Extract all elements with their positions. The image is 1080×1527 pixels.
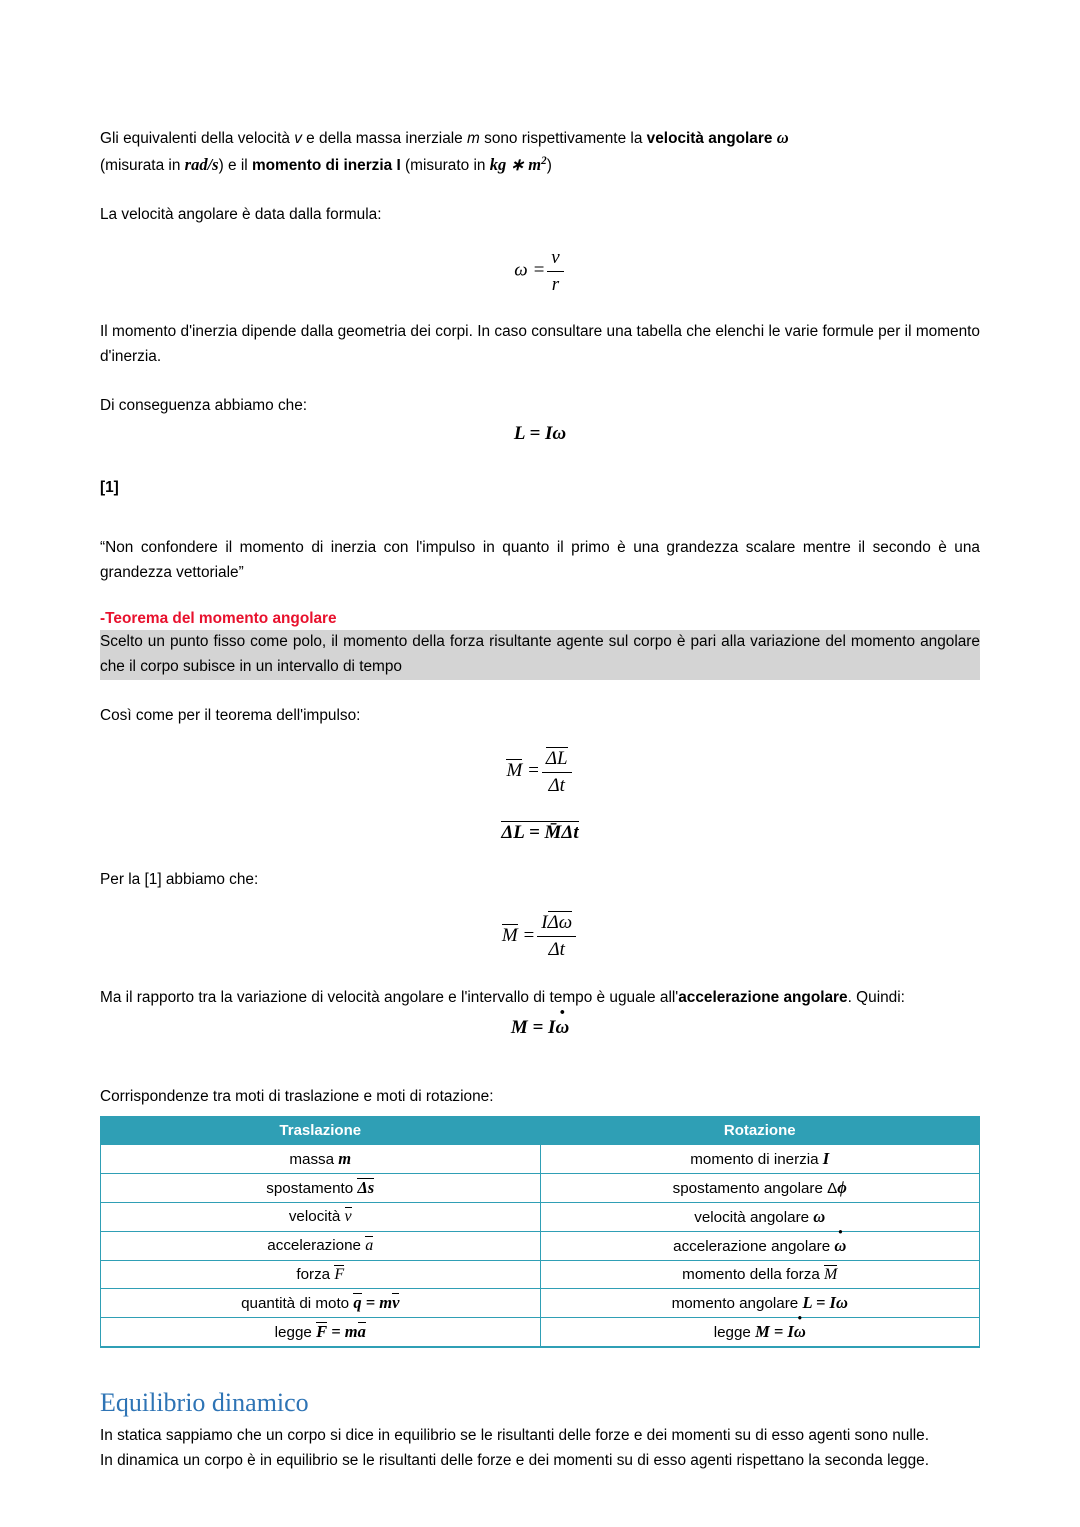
spacer <box>100 962 980 986</box>
cell-traslazione: accelerazione a <box>101 1231 541 1260</box>
paragraph-accelerazione-angolare <box>100 986 980 1011</box>
symbol-omega: ω <box>776 128 789 147</box>
variable-m: m <box>467 130 480 147</box>
denominator: Δt <box>548 938 565 960</box>
unit-kg-m2: kg ∗ m <box>489 154 542 174</box>
cell-traslazione: velocità v <box>101 1202 541 1231</box>
correspondence-table <box>100 1116 980 1348</box>
numerator: IΔω <box>537 911 576 937</box>
formula-omega <box>100 246 980 297</box>
formula-deltaL <box>100 821 980 844</box>
formula-lhs: M = <box>506 760 540 782</box>
formula-text: L = Iω <box>513 423 567 445</box>
paragraph-dinamica: In dinamica un corpo è in equilibrio se le risultanti delle forze e dei momenti su di esso agenti rispettano la seconda legge. <box>100 1451 930 1469</box>
cell-traslazione: legge F = ma <box>101 1317 541 1347</box>
formula-lhs: M = <box>501 924 536 946</box>
spacer <box>100 680 980 704</box>
paragraph-velocita-angolare: La velocità angolare è data dalla formula: <box>100 205 382 223</box>
text-run: Ma il rapporto tra la variazione di velocità angolare e l'intervallo di tempo è uguale all' <box>100 988 679 1006</box>
paragraph-statica: In statica sappiamo che un corpo si dice in equilibrio se le risultanti delle forze e dei momenti su di esso agenti sono nulle. <box>100 1426 929 1444</box>
spacer <box>100 512 980 536</box>
table-row <box>101 1317 980 1347</box>
heading-teorema-momento-angolare: -Teorema del momento angolare <box>100 609 337 627</box>
table-row <box>101 1260 980 1288</box>
equation-tag-1: [1] <box>100 478 119 496</box>
spacer <box>100 797 980 821</box>
exponent-2: 2 <box>541 154 547 167</box>
cell-rotazione: accelerazione angolare ω · <box>540 1231 980 1260</box>
spacer <box>100 893 980 911</box>
cell-rotazione: momento della forza M <box>540 1260 980 1288</box>
text-run: ) e il <box>218 156 252 174</box>
spacer <box>100 228 980 246</box>
formula-M-deltaL <box>100 747 980 798</box>
term-velocita-angolare: velocità angolare <box>646 130 773 147</box>
cell-traslazione: massa m <box>101 1144 541 1173</box>
paragraph-conseguenza: Di conseguenza abbiamo che: <box>100 397 308 415</box>
paragraph-corrispondenze: Corrispondenze tra moti di traslazione e moti di rotazione: <box>100 1087 494 1105</box>
cell-rotazione: momento di inerzia I <box>540 1144 980 1173</box>
text-run: (misurato in <box>400 156 490 174</box>
denominator: Δt <box>548 774 565 796</box>
cell-rotazione: legge M = Iω · <box>540 1317 980 1347</box>
spacer <box>100 370 980 394</box>
text-run: ) <box>546 156 552 174</box>
term-momento-inerzia: momento di inerzia I <box>251 156 401 174</box>
spacer <box>100 586 980 610</box>
paragraph-teorema-impulso: Così come per il teorema dell'impulso: <box>100 706 361 724</box>
numerator: ΔL <box>542 747 572 773</box>
cell-traslazione: forza F <box>101 1260 541 1288</box>
text-run: . Quindi: <box>847 988 905 1006</box>
table-row <box>101 1173 980 1202</box>
formula-lhs: ω = <box>514 259 546 281</box>
column-header-rotazione: Rotazione <box>540 1116 980 1144</box>
text-run: (misurata in <box>100 156 185 174</box>
cell-traslazione: spostamento Δs <box>101 1173 541 1202</box>
table-header-row <box>101 1116 980 1144</box>
unit-rad-s: rad/s <box>184 154 219 174</box>
cell-rotazione: momento angolare L = Iω <box>540 1288 980 1317</box>
formula-M-final <box>100 1017 980 1039</box>
cell-rotazione: velocità angolare ω <box>540 1202 980 1231</box>
variable-v: v <box>294 130 302 147</box>
paragraph-momento-inerzia: Il momento d'inerzia dipende dalla geometria dei corpi. In caso consultare una tabella che elenchi le varie formule per il momento d'inerzia. <box>100 323 980 366</box>
formula-text: ΔL = M̄Δt <box>501 822 579 844</box>
spacer <box>100 729 980 747</box>
spacer <box>100 179 980 203</box>
table-row <box>101 1144 980 1173</box>
section-title-equilibrio-dinamico: Equilibrio dinamico <box>100 1387 309 1417</box>
paragraph-quote: “Non confondere il momento di inerzia con l'impulso in quanto il primo è una grandezza scalare mentre il secondo è una grandezza vettoriale” <box>100 539 980 581</box>
table-row <box>101 1231 980 1260</box>
fraction-deltaL-deltat <box>542 747 572 798</box>
cell-rotazione: spostamento angolare Δϕ <box>540 1173 980 1202</box>
formula-M-Idomega <box>100 911 980 962</box>
text-run: Gli equivalenti della velocità <box>100 130 295 147</box>
cell-traslazione: quantità di moto q = mv <box>101 1288 541 1317</box>
text-run: e della massa inerziale <box>301 130 468 147</box>
text-run: sono rispettivamente la <box>479 130 647 147</box>
formula-L <box>100 423 980 445</box>
column-header-traslazione: Traslazione <box>101 1116 541 1144</box>
denominator: r <box>551 273 560 295</box>
table-row <box>101 1288 980 1317</box>
spacer <box>100 1039 980 1085</box>
formula-text: M = Iω · <box>511 1017 569 1038</box>
spacer <box>100 844 980 868</box>
spacer <box>100 445 980 463</box>
fraction-Idomega-deltat <box>537 911 576 962</box>
numerator: v <box>547 246 563 272</box>
fraction-v-r <box>547 246 563 297</box>
paragraph-per-la-1: Per la [1] abbiamo che: <box>100 871 259 889</box>
spacer <box>100 296 980 320</box>
term-accelerazione-angolare: accelerazione angolare <box>678 988 848 1006</box>
highlighted-definition: Scelto un punto fisso come polo, il momento della forza risultante agente sul corpo è pari alla variazione del momento angolare che il corpo subisce in un intervallo di tempo <box>100 630 980 680</box>
paragraph-intro <box>100 125 980 179</box>
document-page <box>100 125 980 1474</box>
table-row <box>101 1202 980 1231</box>
